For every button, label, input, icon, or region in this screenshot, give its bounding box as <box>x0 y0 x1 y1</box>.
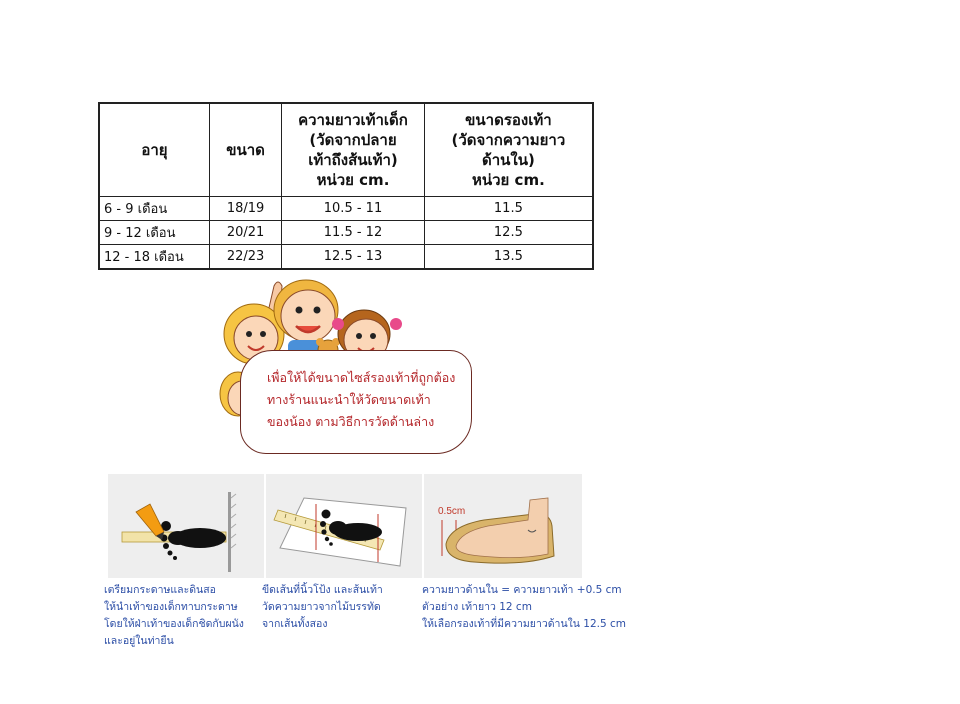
cell-size: 18/19 <box>209 197 281 221</box>
cell-foot-length: 12.5 - 13 <box>282 245 425 270</box>
step-line: วัดความยาวจากไม้บรรทัด <box>262 601 381 613</box>
foot-against-wall-icon <box>108 474 264 578</box>
insole-gap-label: 0.5cm <box>438 506 466 517</box>
header-foot-length-line: เท้าถึงส้นเท้า) <box>308 151 398 169</box>
cell-insole: 12.5 <box>424 221 593 245</box>
cell-age: 6 - 9 เดือน <box>99 197 209 221</box>
step-line: ขีดเส้นที่นิ้วโป้ง และส้นเท้า <box>262 584 383 596</box>
speech-bubble <box>240 350 472 454</box>
header-insole-line: ด้านใน) <box>481 151 535 169</box>
table-row <box>99 197 593 221</box>
step2-instructions <box>262 582 383 633</box>
cell-age: 9 - 12 เดือน <box>99 221 209 245</box>
header-insole-line: ขนาดรองเท้า <box>465 111 552 129</box>
cell-size: 22/23 <box>209 245 281 270</box>
step-line: ตัวอย่าง เท้ายาว 12 cm <box>422 601 532 613</box>
step-line: โดยให้ฝ่าเท้าของเด็กชิดกับผนัง <box>104 618 244 630</box>
cell-age: 12 - 18 เดือน <box>99 245 209 270</box>
bubble-line: เพื่อให้ได้ขนาดไซส์รองเท้าที่ถูกต้อง <box>267 370 456 385</box>
step-line: จากเส้นทั้งสอง <box>262 618 328 630</box>
size-chart-table <box>98 102 594 270</box>
table-header-row <box>99 103 593 197</box>
step-line: ให้เลือกรองเท้าที่มีความยาวด้านใน 12.5 cm <box>422 618 626 630</box>
step-line: เตรียมกระดาษและดินสอ <box>104 584 216 596</box>
step3-instructions <box>422 582 626 633</box>
header-insole-line: (วัดจากความยาว <box>451 131 566 149</box>
header-size: ขนาด <box>209 103 281 197</box>
header-insole-line: หน่วย cm. <box>471 171 545 189</box>
foot-in-shoe-icon <box>424 474 582 578</box>
step2-panel <box>266 474 422 578</box>
cell-foot-length: 11.5 - 12 <box>282 221 425 245</box>
header-foot-length <box>282 103 425 197</box>
cell-foot-length: 10.5 - 11 <box>282 197 425 221</box>
step-line: ให้นำเท้าของเด็กทาบกระดาษ <box>104 601 238 613</box>
step1-instructions <box>104 582 244 650</box>
bubble-line: ของน้อง ตามวิธีการวัดด้านล่าง <box>267 414 435 429</box>
table-row <box>99 245 593 270</box>
header-age: อายุ <box>99 103 209 197</box>
step1-panel <box>108 474 264 578</box>
bubble-line: ทางร้านแนะนำให้วัดขนาดเท้า <box>267 392 431 407</box>
cell-size: 20/21 <box>209 221 281 245</box>
step-line: และอยู่ในท่ายืน <box>104 635 174 647</box>
table-row <box>99 221 593 245</box>
header-foot-length-line: หน่วย cm. <box>316 171 390 189</box>
foot-on-ruler-icon <box>266 474 422 578</box>
header-insole <box>424 103 593 197</box>
cell-insole: 11.5 <box>424 197 593 221</box>
cell-insole: 13.5 <box>424 245 593 270</box>
header-foot-length-line: (วัดจากปลาย <box>309 131 397 149</box>
header-foot-length-line: ความยาวเท้าเด็ก <box>298 111 408 129</box>
step3-panel <box>424 474 582 578</box>
step-line: ความยาวด้านใน = ความยาวเท้า +0.5 cm <box>422 584 622 596</box>
